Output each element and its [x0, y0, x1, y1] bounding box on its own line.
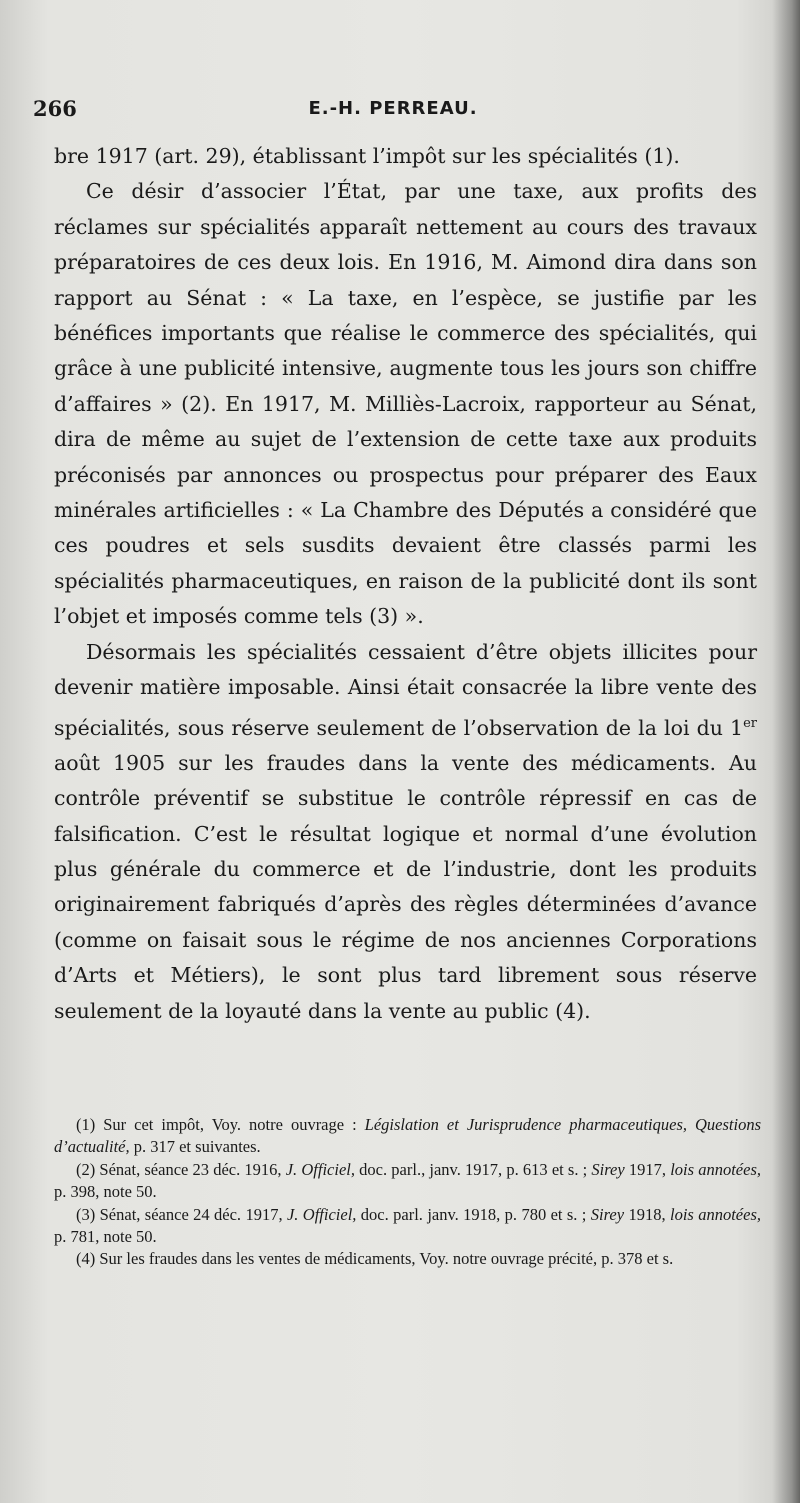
- footnote-2-text: (2) Sénat, séance 23 déc. 1916,: [76, 1159, 286, 1179]
- footnote-2-year: 1917,: [624, 1159, 671, 1179]
- footnote-2-journal: J. Officiel,: [285, 1159, 355, 1179]
- page-header: [33, 96, 753, 126]
- footnote-2-ref: doc. parl., janv. 1917, p. 613 et s. ;: [354, 1159, 592, 1179]
- footnote-1-title: Législation et Jurisprudence pharmaceutiques, Questions d’actualité,: [54, 1115, 761, 1157]
- footnote-3-sirey: Sirey: [590, 1204, 625, 1224]
- footnote-2-lois: lois annotées,: [670, 1159, 762, 1179]
- footnote-2-sirey: Sirey: [591, 1159, 625, 1179]
- footnote-3-text: (3) Sénat, séance 24 déc. 1917,: [76, 1204, 287, 1224]
- footnote-3-lois: lois annotées,: [669, 1204, 761, 1224]
- footnote-3-note: p. 781, note 50.: [54, 1227, 157, 1247]
- footnotes: [54, 1114, 761, 1271]
- paragraph-taxe: Ce désir d’associer l’État, par une taxe, aux profits des réclames sur spécialités apparaît nettement au cours des travaux préparatoires de ces deux lois. En 1916, M. Aimond dira dans son rapport au Sénat : « La taxe, en l’espèce, se justifie par les bénéfices importants que réalise le commerce des spécialités, qui grâce à une publicité intensive, augmente tous les jours son chiffre d’affaires » (2). En 1917, M. Milliès-Lacroix, rapporteur au Sénat, dira de même au sujet de l’extension de cette taxe aux produits préconisés par annonces ou prospectus pour préparer des Eaux minérales artificielles : « La Chambre des Députés a considéré que ces poudres et sels susdits devaient être classés parmi les spécialités pharmaceutiques, en raison de la publicité dont ils sont l’objet et imposés comme tels (3) ».: [54, 179, 757, 629]
- footnote-3-journal: J. Officiel,: [286, 1204, 357, 1224]
- footnote-4: (4) Sur les fraudes dans les ventes de médicaments, Voy. notre ouvrage précité, p. 378 et s.: [76, 1249, 674, 1269]
- paragraph-desormais: [54, 635, 757, 1029]
- paragraph-desormais-part2: août 1905 sur les fraudes dans la vente des médicaments. Au contrôle préventif se substitue le contrôle répressif en cas de falsification. C’est le résultat logique et normal d’une évolution plus générale du commerce et de l’industrie, dont les produits originairement fabriqués d’après des règles déterminées d’avance (comme on faisait sous le régime de nos anciennes Corporations d’Arts et Métiers), le sont plus tard librement sous réserve seulement de la loyauté dans la vente au public (4).: [54, 750, 757, 1023]
- page-number: 266: [33, 96, 77, 121]
- footnote-1-text: (1) Sur cet impôt, Voy. notre ouvrage :: [76, 1115, 365, 1134]
- footnote-3-ref: doc. parl. janv. 1918, p. 780 et s. ;: [356, 1204, 591, 1224]
- footnote-1-pages: p. 317 et suivantes.: [129, 1137, 261, 1157]
- paragraph-continued: bre 1917 (art. 29), établissant l’impôt sur les spécialités (1).: [54, 144, 680, 168]
- footnote-3: [54, 1204, 761, 1249]
- footnote-2: [54, 1159, 761, 1204]
- paragraph-desormais-part1: Désormais les spécialités cessaient d’être objets illicites pour devenir matière imposable. Ainsi était consacrée la libre vente des spécialités, sous réserve seulement de l’observation de la loi du 1: [54, 639, 757, 740]
- page-edge-shadow: [772, 0, 800, 1503]
- footnote-1: [54, 1114, 761, 1159]
- body-text: [54, 139, 757, 1029]
- running-head: E.-H. PERREAU.: [308, 98, 478, 119]
- footnote-2-note: p. 398, note 50.: [54, 1182, 157, 1202]
- superscript-er: er: [743, 715, 757, 731]
- footnote-3-year: 1918,: [624, 1204, 670, 1224]
